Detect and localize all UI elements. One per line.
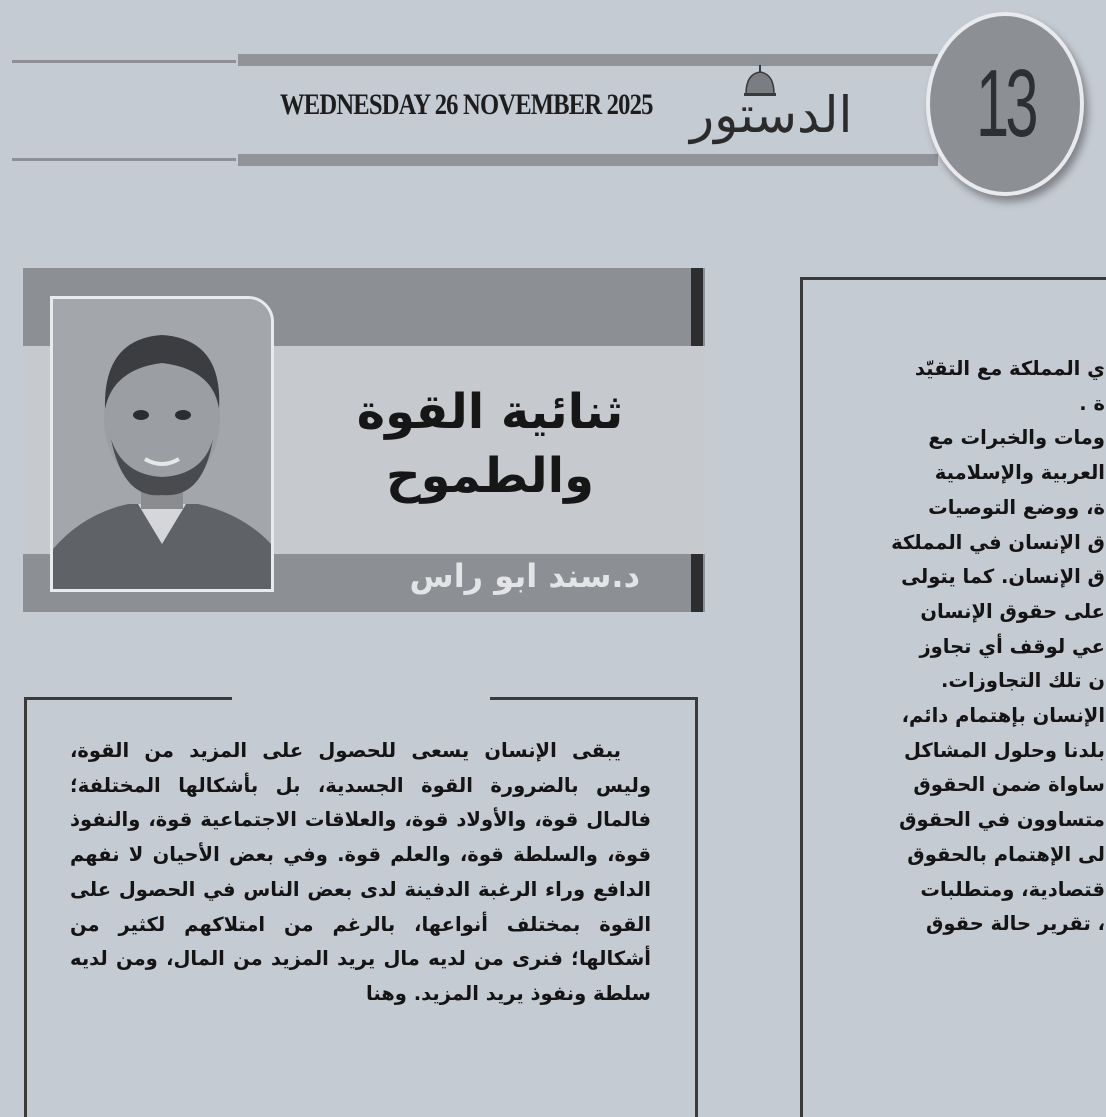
author-name: د.سند ابو راس <box>409 557 640 595</box>
right-article-line: ي المملكة مع التقيّد <box>914 357 1105 380</box>
right-article-line: متساوون في الحقوق <box>899 808 1105 832</box>
article-paragraph: يبقى الإنسان يسعى للحصول على المزيد من القوة، وليس بالضرورة القوة الجسدية، بل بأشكالها المختلفة؛ فالمال قوة، والأولاد قوة، والعلاقات الاجتماعية قوة، والنفوذ قوة، والسلطة قوة، والعلم قوة. وفي بعض الأحيان لا نفهم الدافع وراء الرغبة الدفينة لدى بعض الناس في الحصول على القوة بمختلف أنواعها، بالرغم من امتلاكهم لكثير من أشكالها؛ فنرى من لديه مال يريد المزيد من المال، ومن لديه سلطة ونفوذ يريد المزيد. وهنا <box>70 739 651 1005</box>
article-frame-right <box>695 697 698 1117</box>
right-article-line: بلدنا وحلول المشاكل <box>903 738 1105 762</box>
newspaper-logo <box>690 60 853 150</box>
author-photo <box>50 296 274 592</box>
right-article-line: ق الإنسان في المملكة <box>891 530 1105 554</box>
article-frame-left <box>24 697 27 1117</box>
right-article-body <box>845 352 1106 1096</box>
right-article-line: ساواة ضمن الحقوق <box>913 773 1105 797</box>
right-article-line: عي لوقف أي تجاوز <box>919 634 1105 658</box>
right-article-line: الإنسان بإهتمام دائم، <box>901 704 1105 728</box>
column-title-line-1: ثنائية القوة <box>356 384 624 440</box>
right-article-frame-left <box>800 277 803 1117</box>
logo-text: الدستور <box>690 86 853 144</box>
right-article-line: ة، ووضع التوصيات <box>928 495 1105 519</box>
page-number: 13 <box>975 50 1035 157</box>
header-rule-top-left <box>12 60 236 63</box>
accent-bar-bottom <box>691 554 703 612</box>
header-rule-bottom-right <box>238 154 938 166</box>
column-title <box>300 380 680 508</box>
right-article-frame-top <box>800 277 1106 280</box>
page-number-badge <box>926 12 1084 196</box>
right-article-line: قتصادية، ومتطلبات <box>920 877 1105 901</box>
right-article-line: لى الإهتمام بالحقوق <box>907 842 1105 866</box>
right-article-line: ومات والخبرات مع <box>928 426 1105 450</box>
accent-bar-top <box>691 268 703 346</box>
right-article-line: العربية والإسلامية <box>934 461 1105 485</box>
column-title-line-2: والطموح <box>386 448 594 504</box>
article-frame-top-right <box>490 697 698 700</box>
article-frame-top-left <box>24 697 232 700</box>
right-article-line: ن تلك التجاوزات. <box>940 669 1105 693</box>
right-article-line: ، تقرير حالة حقوق <box>926 912 1105 936</box>
header-rule-bottom-left <box>12 158 236 161</box>
author-portrait-icon <box>53 299 271 589</box>
issue-date: WEDNESDAY 26 NOVEMBER 2025 <box>280 88 653 121</box>
right-article-line: ق الإنسان. كما يتولى <box>901 565 1105 589</box>
right-article-line: على حقوق الإنسان <box>920 599 1105 623</box>
article-body <box>70 734 651 1012</box>
right-article-line: ة . <box>1079 391 1105 415</box>
